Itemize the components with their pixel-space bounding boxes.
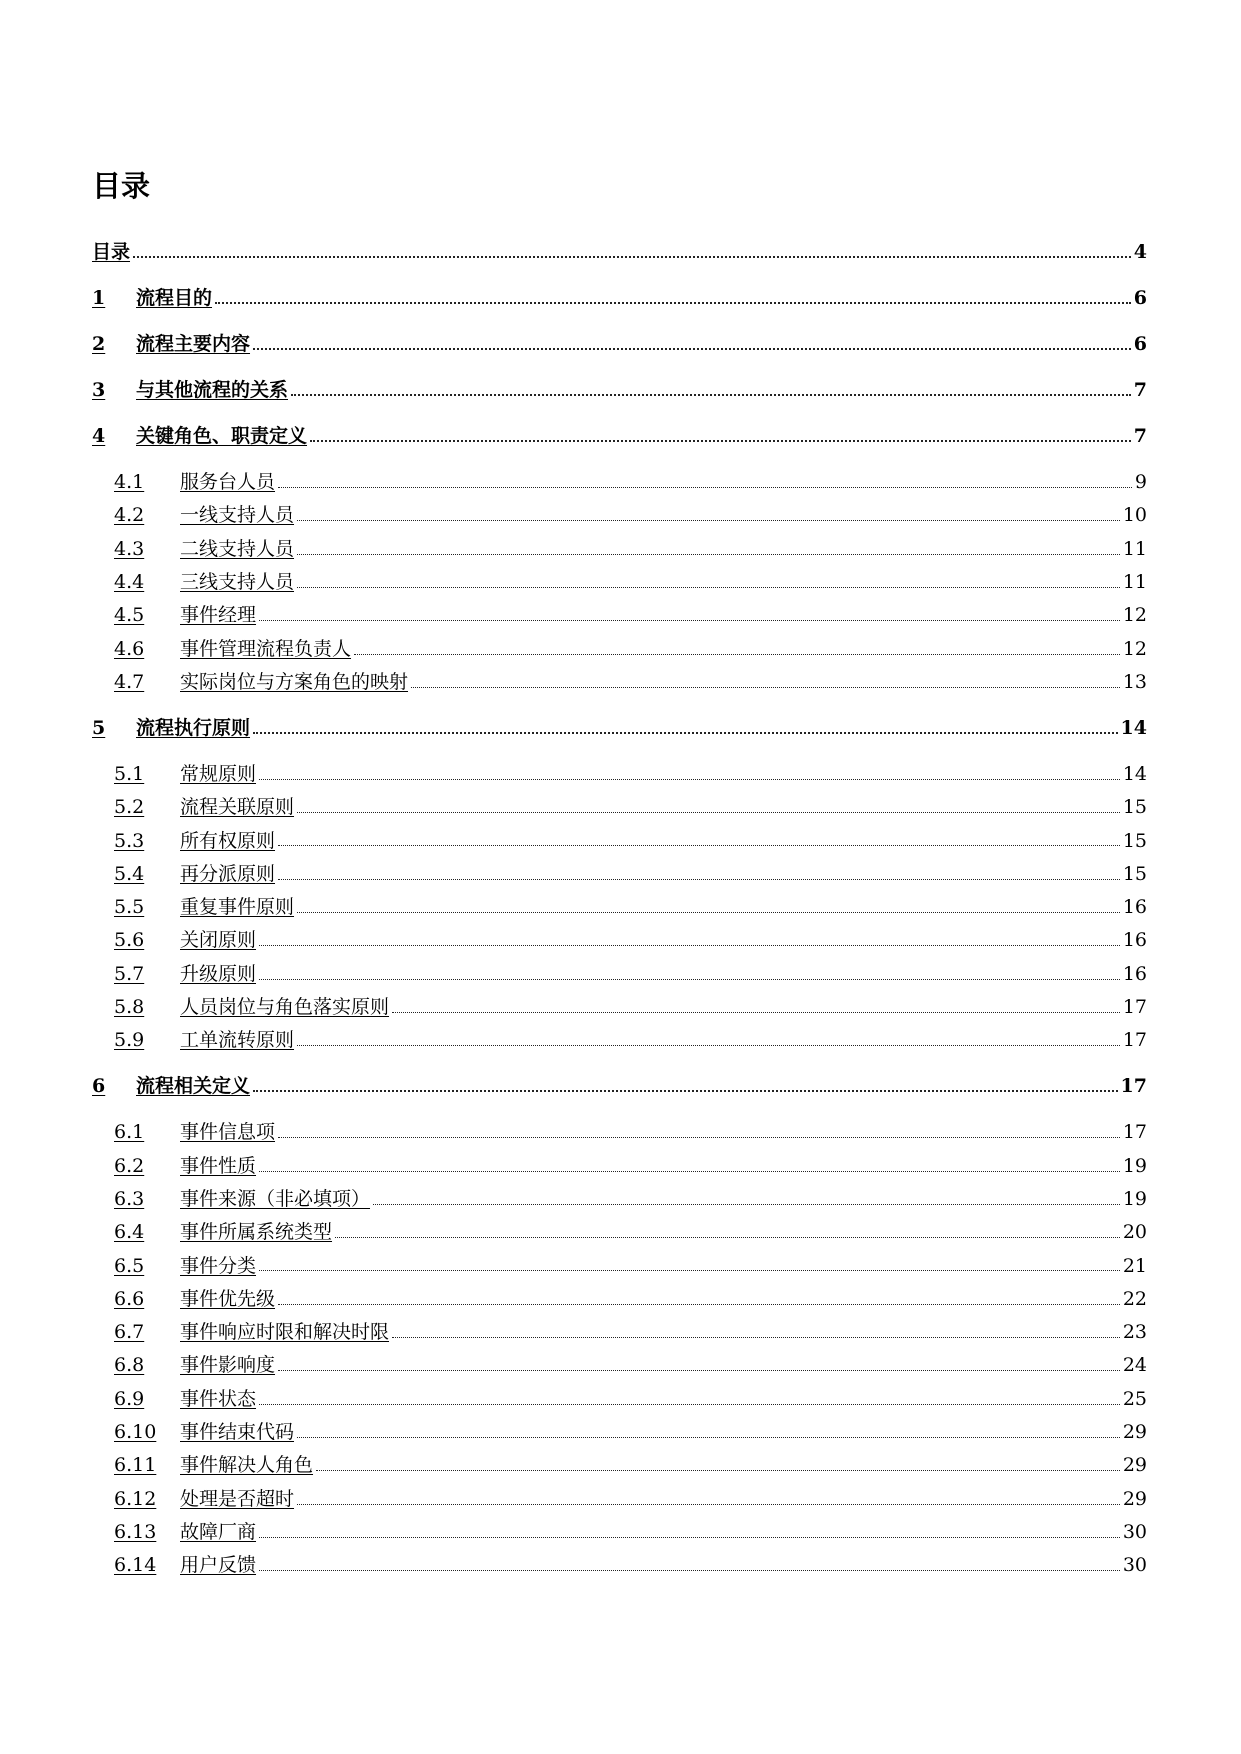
toc-dot-leader — [278, 879, 1120, 880]
toc-entry-label: 关闭原则 — [180, 929, 257, 952]
toc-entry-number: 6.11 — [114, 1454, 157, 1477]
toc-entry-number: 5.3 — [114, 829, 145, 852]
toc-entry[interactable] — [92, 233, 1147, 263]
toc-entry[interactable] — [92, 279, 1147, 309]
toc-dot-leader — [297, 554, 1120, 555]
toc-entry-label: 升级原则 — [180, 962, 257, 985]
toc-entry-page-number: 17 — [1120, 1075, 1147, 1098]
toc-entry[interactable] — [92, 788, 1147, 818]
toc-entry-label: 事件状态 — [180, 1387, 257, 1410]
toc-entry-label: 事件结束代码 — [180, 1421, 295, 1443]
toc-entry-label: 与其他流程的关系 — [136, 379, 289, 402]
toc-entry-page-number: 16 — [1122, 896, 1147, 919]
toc-entry[interactable] — [92, 630, 1147, 660]
toc-dot-leader — [259, 979, 1120, 980]
toc-entry-label: 事件解决人角色 — [180, 1454, 314, 1477]
toc-entry-number: 6.5 — [114, 1254, 145, 1277]
toc-entry[interactable] — [92, 821, 1147, 851]
toc-entry-number: 4.1 — [114, 471, 145, 494]
toc-entry-label: 一线支持人员 — [180, 504, 295, 527]
toc-entry-page-number: 12 — [1122, 604, 1147, 627]
toc-entry-label: 事件响应时限和解决时限 — [180, 1321, 390, 1344]
toc-entry[interactable] — [92, 1280, 1147, 1310]
toc-entry-page-number: 14 — [1120, 716, 1147, 739]
toc-dot-leader — [335, 1237, 1120, 1238]
toc-entry-page-number: 11 — [1122, 571, 1147, 593]
toc-entry-label: 事件优先级 — [180, 1287, 276, 1310]
toc-entry-number: 4.5 — [114, 604, 145, 627]
toc-entry-label: 事件影响度 — [180, 1354, 276, 1377]
toc-entry[interactable] — [92, 1180, 1147, 1210]
toc-entry[interactable] — [92, 888, 1147, 918]
toc-entry-number: 3 — [92, 379, 106, 402]
toc-entry[interactable] — [92, 1313, 1147, 1343]
toc-entry-number: 6.6 — [114, 1287, 145, 1310]
toc-entry-label: 所有权原则 — [180, 829, 276, 852]
toc-entry-label: 事件来源（非必填项） — [180, 1187, 371, 1210]
toc-entry[interactable] — [92, 596, 1147, 626]
toc-entry[interactable] — [92, 463, 1147, 493]
toc-entry[interactable] — [92, 371, 1147, 401]
toc-entry-page-number: 19 — [1122, 1187, 1147, 1210]
toc-entry-number: 6.4 — [114, 1221, 145, 1244]
toc-entry[interactable] — [92, 325, 1147, 355]
toc-dot-leader — [278, 1137, 1120, 1138]
toc-dot-leader — [297, 1504, 1120, 1505]
toc-entry-page-number: 16 — [1122, 962, 1147, 985]
toc-entry-page-number: 4 — [1133, 241, 1147, 264]
toc-entry-label: 关键角色、职责定义 — [136, 425, 308, 448]
toc-entry[interactable] — [92, 530, 1147, 560]
toc-entry-page-number: 15 — [1122, 796, 1147, 819]
toc-entry-label: 事件经理 — [180, 604, 257, 627]
toc-entry-page-number: 17 — [1122, 1029, 1147, 1052]
toc-dot-leader — [259, 779, 1120, 780]
toc-dot-leader — [297, 912, 1120, 913]
toc-entry[interactable] — [92, 955, 1147, 985]
toc-dot-leader — [278, 1370, 1120, 1371]
toc-entry-label: 工单流转原则 — [180, 1029, 295, 1052]
toc-entry-label: 三线支持人员 — [180, 571, 295, 593]
toc-entry-page-number: 14 — [1122, 762, 1147, 785]
toc-dot-leader — [259, 620, 1120, 621]
toc-dot-leader — [259, 945, 1120, 946]
toc-entry-number: 5.1 — [114, 762, 145, 785]
toc-entry-number: 6.8 — [114, 1354, 145, 1377]
toc-entry-number: 5 — [92, 716, 106, 739]
toc-dot-leader — [392, 1337, 1120, 1338]
toc-entry-page-number: 7 — [1133, 425, 1147, 448]
toc-entry-label: 常规原则 — [180, 762, 257, 785]
toc-dot-leader — [297, 1045, 1120, 1046]
toc-dot-leader — [215, 302, 1131, 304]
toc-entry-label: 流程执行原则 — [136, 716, 251, 739]
toc-entry-number: 5.6 — [114, 929, 145, 952]
toc-entry-page-number: 7 — [1133, 379, 1147, 402]
toc-dot-leader — [259, 1171, 1120, 1172]
toc-entry[interactable] — [92, 1246, 1147, 1276]
toc-entry-label: 流程目的 — [136, 287, 213, 310]
toc-entry[interactable] — [92, 1413, 1147, 1443]
toc-entry-page-number: 10 — [1122, 504, 1147, 527]
toc-entry-number: 4.6 — [114, 637, 145, 660]
toc-entry-label: 用户反馈 — [180, 1554, 257, 1577]
toc-entry-page-number: 24 — [1122, 1354, 1147, 1377]
toc-entry-number: 5.4 — [114, 862, 145, 885]
toc-entry[interactable] — [92, 563, 1147, 593]
toc-entry-page-number: 13 — [1122, 670, 1147, 693]
toc-entry-label: 事件分类 — [180, 1254, 257, 1277]
toc-entry[interactable] — [92, 1346, 1147, 1376]
toc-heading: 目录 — [92, 169, 151, 203]
toc-entry[interactable] — [92, 1446, 1147, 1476]
toc-entry-number: 6.12 — [114, 1487, 157, 1510]
toc-entry[interactable] — [92, 988, 1147, 1018]
toc-dot-leader — [259, 1404, 1120, 1405]
toc-entry[interactable] — [92, 1546, 1147, 1576]
toc-entry-page-number: 25 — [1122, 1387, 1147, 1410]
toc-dot-leader — [297, 812, 1120, 813]
toc-entry-number: 5.8 — [114, 996, 145, 1018]
toc-dot-leader — [278, 845, 1120, 846]
toc-entry-number: 6.9 — [114, 1387, 145, 1410]
toc-entry-page-number: 17 — [1122, 1121, 1147, 1144]
toc-entry[interactable] — [92, 1513, 1147, 1543]
toc-entry-page-number: 22 — [1122, 1287, 1147, 1310]
toc-entry[interactable] — [92, 755, 1147, 785]
toc-entry-label: 重复事件原则 — [180, 896, 295, 919]
toc-entry-number: 6 — [92, 1075, 106, 1098]
toc-entry-page-number: 16 — [1122, 929, 1147, 952]
toc-entry-page-number: 15 — [1122, 862, 1147, 885]
toc-entry-number: 6.14 — [114, 1554, 157, 1577]
toc-entry-page-number: 12 — [1122, 637, 1147, 660]
toc-entry-page-number: 29 — [1122, 1421, 1147, 1443]
toc-entry-number: 2 — [92, 333, 106, 356]
toc-entry-page-number: 23 — [1122, 1321, 1147, 1344]
toc-entry-label: 流程关联原则 — [180, 796, 295, 819]
toc-dot-leader — [278, 1304, 1120, 1305]
toc-dot-leader — [133, 256, 1131, 258]
toc-entry[interactable] — [92, 1380, 1147, 1410]
toc-entry-page-number: 15 — [1122, 829, 1147, 852]
toc-dot-leader — [253, 1090, 1118, 1092]
toc-entry-number: 1 — [92, 287, 106, 310]
toc-entry-label: 事件管理流程负责人 — [180, 637, 352, 660]
toc-entry-page-number: 6 — [1133, 287, 1147, 310]
toc-entry-page-number: 19 — [1122, 1154, 1147, 1177]
toc-entry[interactable] — [92, 1213, 1147, 1243]
toc-entry-page-number: 21 — [1122, 1254, 1147, 1277]
toc-entry-label: 二线支持人员 — [180, 537, 295, 560]
toc-entry-number: 4 — [92, 425, 106, 448]
toc-entry-number: 6.1 — [114, 1121, 145, 1144]
toc-entry-label: 流程主要内容 — [136, 333, 251, 356]
toc-dot-leader — [291, 394, 1131, 396]
toc-entry-label: 服务台人员 — [180, 471, 276, 494]
toc-dot-leader — [253, 732, 1118, 734]
toc-entry-number: 4.3 — [114, 537, 145, 560]
toc-entry[interactable] — [92, 1067, 1147, 1097]
toc-dot-leader — [297, 1437, 1120, 1438]
toc-dot-leader — [392, 1012, 1120, 1013]
toc-entry-number: 6.7 — [114, 1321, 145, 1344]
toc-dot-leader — [259, 1570, 1120, 1571]
toc-entry[interactable] — [92, 663, 1147, 693]
toc-entry-number: 5.5 — [114, 896, 145, 919]
toc-entry-label: 事件性质 — [180, 1154, 257, 1177]
toc-entry-label: 事件所属系统类型 — [180, 1221, 333, 1244]
toc-dot-leader — [297, 587, 1120, 588]
toc-dot-leader — [373, 1204, 1120, 1205]
toc-entry-page-number: 17 — [1122, 996, 1147, 1018]
toc-entry-number: 4.4 — [114, 571, 145, 593]
toc-entry-number: 4.2 — [114, 504, 145, 527]
toc-entry[interactable] — [92, 1480, 1147, 1510]
toc-dot-leader — [354, 654, 1120, 655]
toc-entry-page-number: 20 — [1122, 1221, 1147, 1244]
toc-entry[interactable] — [92, 921, 1147, 951]
toc-dot-leader — [278, 487, 1132, 488]
toc-entry-number: 6.3 — [114, 1187, 145, 1210]
toc-entry[interactable] — [92, 1021, 1147, 1051]
toc-entry-number: 4.7 — [114, 670, 145, 693]
toc-dot-leader — [297, 520, 1120, 521]
toc-entry[interactable] — [92, 417, 1147, 447]
toc-entry-label: 故障厂商 — [180, 1520, 257, 1543]
toc-entry[interactable] — [92, 709, 1147, 739]
toc-entry-page-number: 29 — [1122, 1487, 1147, 1510]
toc-entry-page-number: 30 — [1122, 1554, 1147, 1577]
toc-entry-label: 目录 — [92, 241, 131, 264]
toc-entry[interactable] — [92, 1147, 1147, 1177]
toc-dot-leader — [259, 1270, 1120, 1271]
toc-dot-leader — [310, 440, 1131, 442]
toc-entry-label: 流程相关定义 — [136, 1075, 251, 1098]
toc-entry-number: 5.2 — [114, 796, 145, 819]
toc-entry-page-number: 30 — [1122, 1520, 1147, 1543]
toc-entry[interactable] — [92, 855, 1147, 885]
toc-entry-page-number: 6 — [1133, 333, 1147, 356]
toc-entry-number: 5.7 — [114, 962, 145, 985]
toc-entry-number: 6.13 — [114, 1520, 157, 1543]
toc-entry-label: 事件信息项 — [180, 1121, 276, 1144]
toc-dot-leader — [316, 1470, 1120, 1471]
toc-dot-leader — [411, 687, 1120, 688]
toc-entry-page-number: 9 — [1134, 471, 1147, 494]
toc-entry-page-number: 29 — [1122, 1454, 1147, 1477]
toc-entry-number: 6.10 — [114, 1421, 157, 1443]
toc-entry[interactable] — [92, 1113, 1147, 1143]
toc-entry-number: 5.9 — [114, 1029, 145, 1052]
toc-entry-label: 人员岗位与角色落实原则 — [180, 996, 390, 1018]
toc-entry-label: 再分派原则 — [180, 862, 276, 885]
toc-dot-leader — [259, 1537, 1120, 1538]
toc-entry-label: 实际岗位与方案角色的映射 — [180, 670, 409, 693]
toc-dot-leader — [253, 348, 1131, 350]
toc-entry-page-number: 11 — [1122, 537, 1147, 560]
toc-entry-number: 6.2 — [114, 1154, 145, 1177]
toc-entry[interactable] — [92, 496, 1147, 526]
toc-entry-label: 处理是否超时 — [180, 1487, 295, 1510]
